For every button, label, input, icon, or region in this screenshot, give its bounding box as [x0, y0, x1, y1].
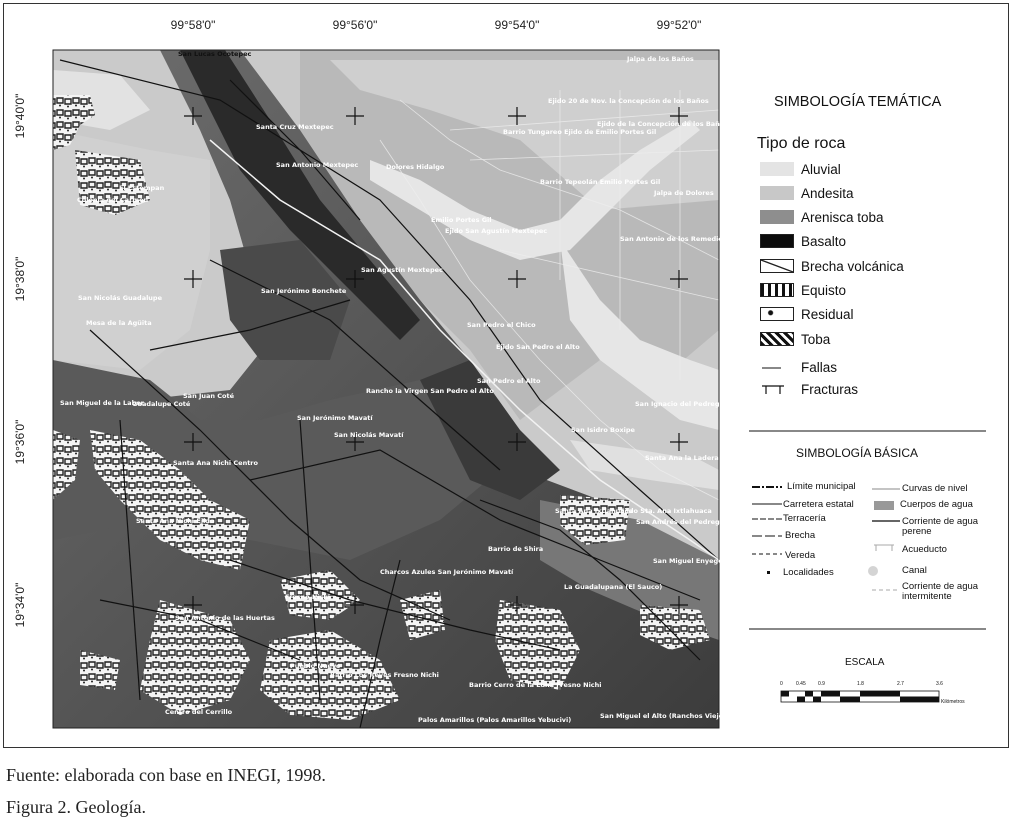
basic-item-brecha: Brecha [785, 530, 816, 541]
place-label: San Nicolás Mavatí [334, 431, 404, 439]
scale-tick-label: 0.9 [818, 681, 825, 687]
thematic-legend-title: SIMBOLOGÍA TEMÁTICA [774, 94, 942, 110]
basic-item-cuerpos-de-agua: Cuerpos de agua [900, 499, 973, 510]
basic-item-corriente-perene: Corriente de agua perene [902, 516, 979, 537]
basalto-swatch [760, 234, 794, 248]
basic-item-curvas-de-nivel: Curvas de nivel [902, 483, 968, 494]
scale-unit: Kilómetros [941, 699, 965, 705]
longitude-label: 99°54'0" [494, 18, 540, 32]
scale-bar [781, 691, 939, 702]
place-label: San Pedro el Chico [467, 321, 536, 329]
latitude-label: 19°40'0" [13, 93, 27, 139]
rock-type-title: Tipo de roca [757, 135, 846, 152]
place-label: El Estempan [119, 184, 165, 192]
place-label: San Miguel de la Labor [60, 399, 144, 407]
place-label: Colonia del Carmen [77, 196, 149, 204]
place-label: Charcos Azules San Jerónimo Mavatí [380, 568, 514, 576]
place-label: San Pedro el Alto [477, 377, 541, 385]
place-label: Palos Amarillos (Palos Amarillos Yebucivi) [418, 716, 572, 724]
latitude-label: 19°36'0" [13, 419, 27, 465]
place-label: San Antonio de las Huertas [175, 614, 275, 622]
brecha-volcanica-swatch [760, 259, 794, 273]
fracturas-label: Fracturas [801, 382, 859, 397]
scale-tick-label: 1.8 [857, 681, 864, 687]
legend-item-aluvial: Aluvial [760, 160, 841, 178]
place-label: San Jerónimo Bonchete [261, 287, 347, 295]
place-label: Emilio Portes Gil [431, 216, 492, 224]
place-label: Santa Cruz Mextepec [256, 123, 334, 131]
place-label: San Antonio de los Remedios [620, 235, 727, 243]
legend-item-arenisca-toba: Arenisca toba [760, 208, 884, 226]
basic-item-terraceria: Terracería [783, 513, 826, 524]
scale-tick-label: 2.7 [897, 681, 904, 687]
scale-tick-label: 0.45 [796, 681, 806, 687]
toba-swatch [760, 332, 794, 346]
basic-item-localidades: Localidades [783, 567, 834, 578]
place-label: Pueblo Nuevo [290, 662, 341, 670]
place-label: La Guadalupana (El Sauco) [564, 583, 663, 591]
basic-item-vereda: Vereda [785, 550, 816, 561]
place-label: San Isidro Boxipe [571, 426, 635, 434]
latitude-label: 19°38'0" [13, 256, 27, 302]
place-label: Rancho la Virgen San Pedro el Alto [366, 387, 494, 395]
basic-item-corriente-intermitente: Corriente de agua intermitente [902, 581, 979, 602]
longitude-label: 99°56'0" [332, 18, 378, 32]
figure-caption: Figura 2. Geología. [6, 797, 146, 817]
place-label: Santa Ana Nichi Ejido [136, 517, 215, 525]
legend-item-equisto: Equisto [760, 281, 846, 299]
place-label: Ejido 20 de Nov. la Concepción de los Baños [548, 97, 709, 105]
basic-item-acueducto: Acueducto [902, 544, 947, 555]
place-label: Ejido San Pedro el Alto [496, 343, 580, 351]
source-caption: Fuente: elaborada con base en INEGI, 1998. [6, 765, 326, 785]
place-label: San Juan Coté [183, 392, 235, 400]
legend-item-residual: Residual [760, 305, 854, 323]
place-label: San Agustín Mextepec [361, 266, 443, 274]
place-label: Dolores Hidalgo [386, 163, 445, 171]
place-label: Ejido Sta. Ana Ixtlahuaca [620, 507, 712, 515]
place-label: San Antonio Mextepec [276, 161, 359, 169]
place-label: Centro del Cerrillo [165, 708, 233, 716]
place-label: Guadalupe Coté [132, 400, 191, 408]
place-label: Barrio Cerro de la Luna Fresno Nichi [469, 681, 602, 689]
place-label: San Lucas Ocotepec [178, 50, 252, 58]
residual-swatch [760, 307, 794, 321]
place-label: Mesa de la Agüita [86, 319, 152, 327]
place-label: Ejido San Agustín Mextepec [445, 227, 548, 235]
legend-item-brecha-volcanica: Brecha volcánica [760, 257, 904, 275]
place-label: San Ignacio del Pedregal [635, 400, 727, 408]
aluvial-swatch [760, 162, 794, 176]
longitude-label: 99°52'0" [656, 18, 702, 32]
longitude-label: 99°58'0" [170, 18, 216, 32]
place-label: San Andrés del Pedregal [636, 518, 727, 526]
place-label: Barrio de Shira [488, 545, 544, 553]
place-label: Santa Ana Nichi Centro [173, 459, 258, 467]
basic-item-limite-municipal: Límite municipal [787, 481, 856, 492]
place-label: San Miguel el Alto (Ranchos Viejos) [600, 712, 730, 720]
scale-tick-label: 0 [780, 681, 783, 687]
legend-item-basalto: Basalto [760, 232, 846, 250]
basic-item-canal: Canal [902, 565, 927, 576]
basic-item-carretera-estatal: Carretera estatal [783, 499, 854, 510]
place-label: Santa Ana Ixtlahuaca [555, 507, 633, 515]
legend-item-andesita: Andesita [760, 184, 854, 202]
arenisca-toba-swatch [760, 210, 794, 224]
place-label: Barrio Los Reyes Fresno Nichi [330, 671, 439, 679]
place-label: Jalpa de los Baños [627, 55, 694, 63]
place-label: Barrio Tungareo Ejido de Emilio Portes Gil [503, 128, 657, 136]
place-label: Fresno Nichi [285, 593, 331, 601]
place-label: Barrio Tepeolán Emilio Portes Gil [540, 178, 661, 186]
scale-tick-label: 3.6 [936, 681, 943, 687]
place-label: Jalpa de Dolores [654, 189, 714, 197]
scale-title: ESCALA [845, 657, 885, 668]
basic-legend-title: SIMBOLOGÍA BÁSICA [796, 446, 919, 460]
andesita-swatch [760, 186, 794, 200]
place-label: San Nicolás Guadalupe [78, 294, 162, 302]
fallas-label: Fallas [801, 360, 838, 375]
latitude-label: 19°34'0" [13, 582, 27, 628]
legend-item-toba: Toba [760, 330, 830, 348]
place-label: Ejido de la Concepción de los Baños [597, 120, 729, 128]
place-label: San Miguel Enyege [653, 557, 723, 565]
place-label: San Jerónimo Mavatí [297, 414, 373, 422]
equisto-swatch [760, 283, 794, 297]
place-label: Santa Ana la Ladera [645, 454, 719, 462]
